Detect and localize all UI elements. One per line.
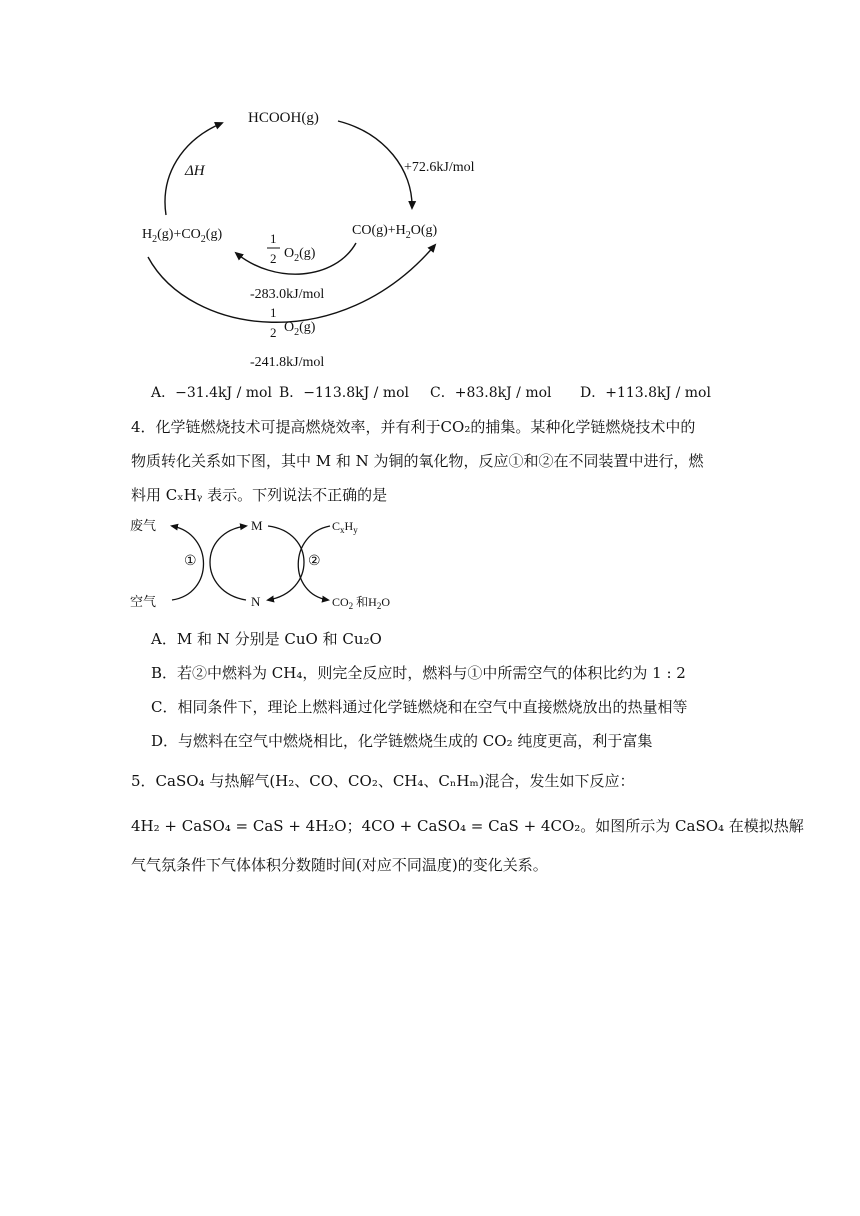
label-minus283: -283.0kJ/mol — [250, 287, 325, 302]
q3-option-b[interactable]: B．−113.8kJ / mol — [279, 385, 410, 401]
q3-option-a[interactable]: A．−31.4kJ / mol — [151, 385, 272, 401]
label-circle-2: ② — [308, 554, 321, 569]
o2-outer: $O_2(g)$ — [284, 320, 316, 338]
q4-option-b[interactable]: B．若②中燃料为 CH₄，则完全反应时，燃料与①中所需空气的体积比约为 1 : 2 — [151, 664, 686, 682]
arrow-plus72 — [338, 121, 412, 208]
half-num-outer: 1 — [270, 305, 277, 320]
q5-stem-line2: 4H₂ + CaSO₄ = CaS + 4H₂O；4CO + CaSO₄ = CaS + 4CO₂。如图所示为 CaSO₄ 在模拟热解 — [131, 817, 804, 835]
half-den-outer: 2 — [270, 325, 277, 340]
label-n: N — [251, 594, 261, 609]
label-plus72: +72.6kJ/mol — [404, 160, 475, 175]
chemical-looping-diagram — [126, 512, 426, 612]
label-air: 空气 — [130, 594, 157, 609]
energy-cycle-diagram — [130, 95, 510, 380]
label-dh: ΔH — [185, 163, 205, 179]
node-h2-co2: $H_2(g)+CO_2(g)$ — [142, 227, 223, 245]
label-circle-1: ① — [184, 554, 197, 569]
q4-stem-line2: 物质转化关系如下图，其中 M 和 N 为铜的氧化物，反应①和②在不同装置中进行，燃 — [131, 452, 704, 470]
half-den-inner: 2 — [270, 251, 277, 266]
q3-option-c[interactable]: C．+83.8kJ / mol — [430, 385, 552, 401]
o2-inner: $O_2(g)$ — [284, 246, 316, 264]
node-co-h2o: $CO(g)+H_2O(g)$ — [352, 223, 438, 241]
half-num-inner: 1 — [270, 231, 277, 246]
q5-stem-line1: 5．CaSO₄ 与热解气(H₂、CO、CO₂、CH₄、CₙHₘ)混合，发生如下反应： — [131, 772, 635, 790]
q4-stem-line1: 4．化学链燃烧技术可提高燃烧效率，并有利于CO₂的捕集。某种化学链燃烧技术中的 — [131, 418, 696, 436]
q5-stem-line3: 气气氛条件下气体体积分数随时间(对应不同温度)的变化关系。 — [131, 856, 548, 874]
label-waste-gas: 废气 — [130, 518, 157, 533]
q4-option-c[interactable]: C．相同条件下，理论上燃料通过化学链燃烧和在空气中直接燃烧放出的热量相等 — [151, 698, 688, 716]
label-products: $CO_2$ 和$H_2O$ — [332, 595, 391, 611]
q3-option-d[interactable]: D．+113.8kJ / mol — [580, 385, 711, 401]
q4-option-a[interactable]: A．M 和 N 分别是 CuO 和 Cu₂O — [151, 630, 382, 648]
label-fuel: $C_xH_y$ — [332, 519, 358, 535]
label-m: M — [251, 518, 263, 533]
node-hcooh: HCOOH(g) — [248, 110, 319, 126]
label-minus241: -241.8kJ/mol — [250, 355, 325, 370]
q4-option-d[interactable]: D．与燃料在空气中燃烧相比，化学链燃烧生成的 CO₂ 纯度更高，利于富集 — [151, 732, 653, 750]
q4-stem-line3: 料用 CₓHᵧ 表示。下列说法不正确的是 — [131, 486, 388, 504]
